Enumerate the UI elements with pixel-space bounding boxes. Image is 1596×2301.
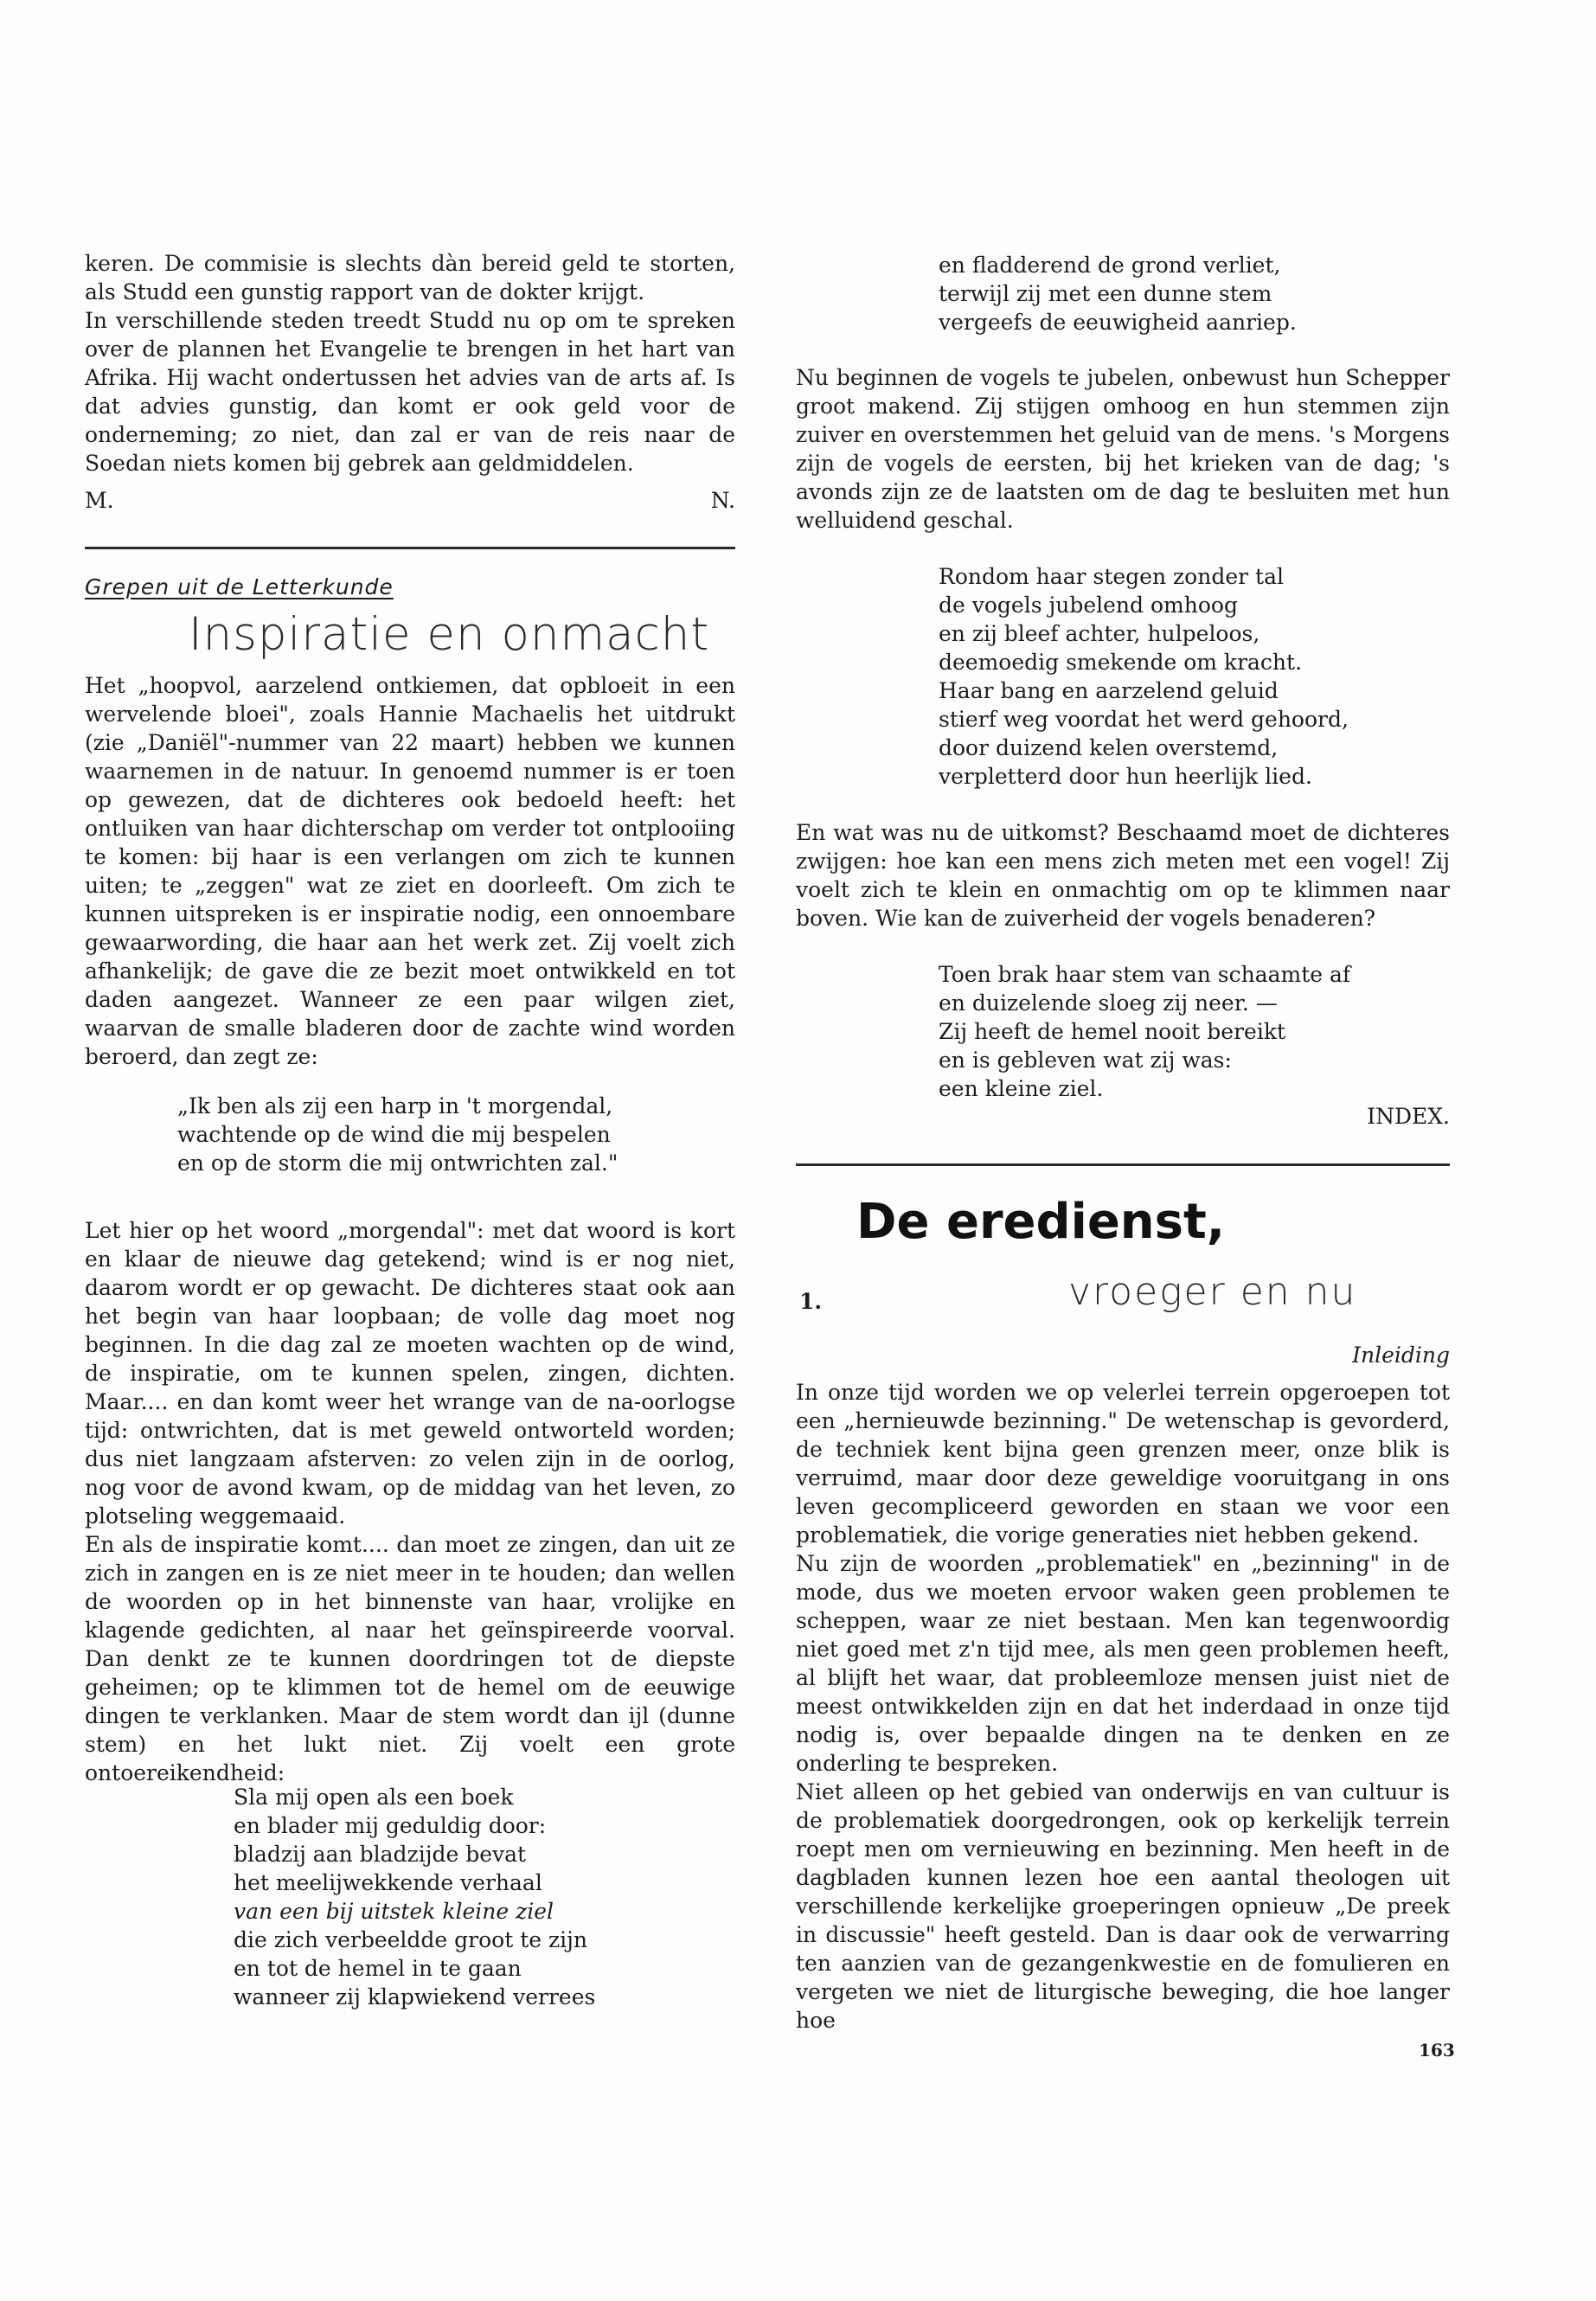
paragraph-block xyxy=(796,818,1450,933)
letterkunde-section xyxy=(85,574,735,1071)
article-continuation xyxy=(85,249,735,513)
poem-line: verpletterd door hun heerlijk lied. xyxy=(939,764,1312,789)
paragraph-block xyxy=(796,363,1450,535)
poem-line: en duizelende sloeg zij neer. — xyxy=(939,990,1278,1016)
poem-line: terwijl zij met een dunne stem xyxy=(939,281,1272,306)
poem-line: wachtende op de wind die mij bespelen xyxy=(177,1122,611,1147)
letterkunde-body xyxy=(85,1216,735,1787)
poem-line: stierf weg voordat het werd gehoord, xyxy=(939,707,1349,732)
paragraph: Nu beginnen de vogels te jubelen, onbewust hun Schepper groot makend. Zij stijgen omhoog en hun stemmen zijn zuiver en overstemmen het geluid van de mens. 's Morgens zijn de vogels de eersten, bij het krieken van de dag; 's avonds zijn ze de laatsten om de dag te besluiten met hun welluidend geschal. xyxy=(796,365,1450,533)
paragraph: En als de inspiratie komt.... dan moet ze zingen, dan uit ze zich in zangen en is ze niet meer in te houden; dan wellen de woorden op in het binnenste van haar, vrolijke en klagende gedichten, al naar het geïnspireerde voorval. Dan denkt ze te kunnen doordringen tot de diepste geheimen; op te klimmen tot de hemel om de eeuwige dingen te verklanken. Maar de stem wordt dan ijl (dunne stem) en het lukt niet. Zij voelt een grote ontoereikendheid: xyxy=(85,1532,735,1785)
article-title: Inspiratie en onmacht xyxy=(189,608,710,661)
eredienst-body xyxy=(796,1341,1450,2035)
poem-line: en blader mij geduldig door: xyxy=(234,1813,547,1838)
article-subtitle: vroeger en nu xyxy=(1068,1270,1357,1314)
poem-line: door duizend kelen overstemd, xyxy=(939,735,1279,760)
paragraph: En wat was nu de uitkomst? Beschaamd moet de dichteres zwijgen: hoe kan een mens zich meten met een vogel! Zij voelt zich te klein en onmachtig om op te klimmen naar boven. Wie kan de zuiverheid der vogels benaderen? xyxy=(796,820,1450,931)
paragraph: keren. De commisie is slechts dàn bereid geld te storten, als Studd een gunstig rapport van de dokter krijgt. xyxy=(85,251,735,304)
divider xyxy=(85,547,735,549)
poem-line: een kleine ziel. xyxy=(939,1076,1104,1101)
poem-line: en tot de hemel in te gaan xyxy=(234,1956,522,1981)
divider xyxy=(796,1163,1450,1166)
poem-line: en op de storm die mij ontwrichten zal." xyxy=(177,1150,619,1176)
poem-excerpt xyxy=(234,1783,595,2011)
poem-line: en is gebleven wat zij was: xyxy=(939,1048,1232,1073)
signature-right: N. xyxy=(710,488,735,513)
poem-line: de vogels jubelend omhoog xyxy=(939,593,1238,618)
poem-line: en zij bleef achter, hulpeloos, xyxy=(939,621,1260,646)
paragraph: In verschillende steden treedt Studd nu op om te spreken over de plannen het Evangelie te brengen in het hart van Afrika. Hij wacht ondertussen het advies van de arts af. Is dat advies gunstig, dan komt er ook geld voor de onderneming; zo niet, dan zal er van de reis naar de Soedan niets komen bij gebrek aan geldmiddelen. xyxy=(85,308,735,476)
signature-left: M. xyxy=(85,488,114,513)
poem-line: Haar bang en aarzelend geluid xyxy=(939,678,1279,703)
paragraph: In onze tijd worden we op velerlei terrein opgeroepen tot een „hernieuwde bezinning." De wetenschap is gevorderd, de techniek kent bijna geen grenzen meer, onze blik is verruimd, maar door deze geweldige vooruitgang in ons leven gecompliceerd geworden en staan we voor een problematiek, die vorige generaties niet hebben gekend. xyxy=(796,1380,1450,1548)
author-signature-block xyxy=(796,1104,1450,1129)
paragraph: Nu zijn de woorden „problematiek" en „bezinning" in de mode, dus we moeten ervoor waken geen problemen te scheppen, waar ze niet bestaan. Men kan tegenwoordig niet goed met z'n tijd mee, als men geen problemen heeft, al blijft het waar, dat probleemloze mensen juist niet de meest ontwikkelden zijn en dat het inderdaad in onze tijd nodig is, over bepaalde dingen na te denken en ze onderling te bespreken. xyxy=(796,1551,1450,1776)
part-number: 1. xyxy=(799,1289,823,1314)
poem-line: het meelijwekkende verhaal xyxy=(234,1870,542,1895)
section-heading: Inleiding xyxy=(1352,1343,1450,1368)
poem-line: en fladderend de grond verliet, xyxy=(939,253,1281,278)
page-number: 163 xyxy=(1419,2040,1455,2061)
section-label: Grepen uit de Letterkunde xyxy=(85,574,394,599)
poem-line: „Ik ben als zij een harp in 't morgendal, xyxy=(177,1093,613,1118)
article-title: De eredienst, xyxy=(856,1194,1226,1250)
poem-line: Toen brak haar stem van schaamte af xyxy=(939,962,1351,987)
poem-line: van een bij uitstek kleine ziel xyxy=(234,1899,554,1924)
poem-line: deemoedig smekende om kracht. xyxy=(939,650,1303,675)
poem-line: vergeefs de eeuwigheid aanriep. xyxy=(939,310,1297,335)
poem-line: Rondom haar stegen zonder tal xyxy=(939,564,1284,589)
poem-excerpt xyxy=(177,1092,618,1177)
paragraph: Het „hoopvol, aarzelend ontkiemen, dat opbloeit in een wervelende bloei", zoals Hannie Machaelis het uitdrukt (zie „Daniël"-nummer van 22 maart) hebben we kunnen waarnemen in de natuur. In genoemd nummer is er toen op gewezen, dat de dichteres ook bedoeld heeft: het ontluiken van haar dichterschap om verder tot ontplooiing te komen: bij haar is een verlangen om zich te kunnen uiten; te „zeggen" wat ze ziet en doorleeft. Om zich te kunnen uitspreken is er inspiratie nodig, een onnoembare gewaarwording, die haar aan het werk zet. Zij voelt zich afhankelijk; de gave die ze bezit moet ontwikkeld en tot daden aangezet. Wanneer ze een paar wilgen ziet, waarvan de smalle bladeren door de zachte wind worden beroerd, dan zegt ze: xyxy=(85,673,735,1069)
signature xyxy=(85,488,735,513)
paragraph: Niet alleen op het gebied van onderwijs en van cultuur is de problematiek doorgedrongen, ook op kerkelijk terrein roept men om vernieuwing en bezinning. Men heeft in de dagbladen kunnen lezen hoe een aantal theologen uit verschillende kerkelijke groeperingen opnieuw „De preek in discussie" heeft gesteld. Dan is daar ook de verwarring ten aanzien van de gezangenkwestie en de fomulieren en vergeten we niet de liturgische beweging, die hoe langer hoe xyxy=(796,1779,1450,2033)
poem-line: Sla mij open als een boek xyxy=(234,1785,514,1810)
poem-excerpt xyxy=(939,960,1350,1103)
paragraph: Let hier op het woord „morgendal": met dat woord is kort en klaar de nieuwe dag getekend; wind is er nog niet, daarom wordt er op gewacht. De dichteres staat ook aan het begin van haar loopbaan; de volle dag moet nog beginnen. In die dag zal ze moeten wachten op de wind, de inspiratie, om te kunnen spelen, zingen, dichten. Maar.... en dan komt weer het wrange van de na-oorlogse tijd: ontwrichten, dat is met geweld ontworteld worden; dus niet langzaam afsterven: zo velen zijn in de oorlog, nog voor de avond kwam, op de middag van het leven, zo plotseling weggemaaid. xyxy=(85,1218,735,1529)
poem-line: wanneer zij klapwiekend verrees xyxy=(234,1984,596,2009)
poem-line: bladzij aan bladzijde bevat xyxy=(234,1842,527,1867)
author-signature: INDEX. xyxy=(1367,1104,1450,1129)
poem-excerpt xyxy=(939,251,1297,336)
poem-excerpt xyxy=(939,562,1349,791)
poem-line: Zij heeft de hemel nooit bereikt xyxy=(939,1019,1286,1044)
poem-line: die zich verbeeldde groot te zijn xyxy=(234,1927,588,1952)
